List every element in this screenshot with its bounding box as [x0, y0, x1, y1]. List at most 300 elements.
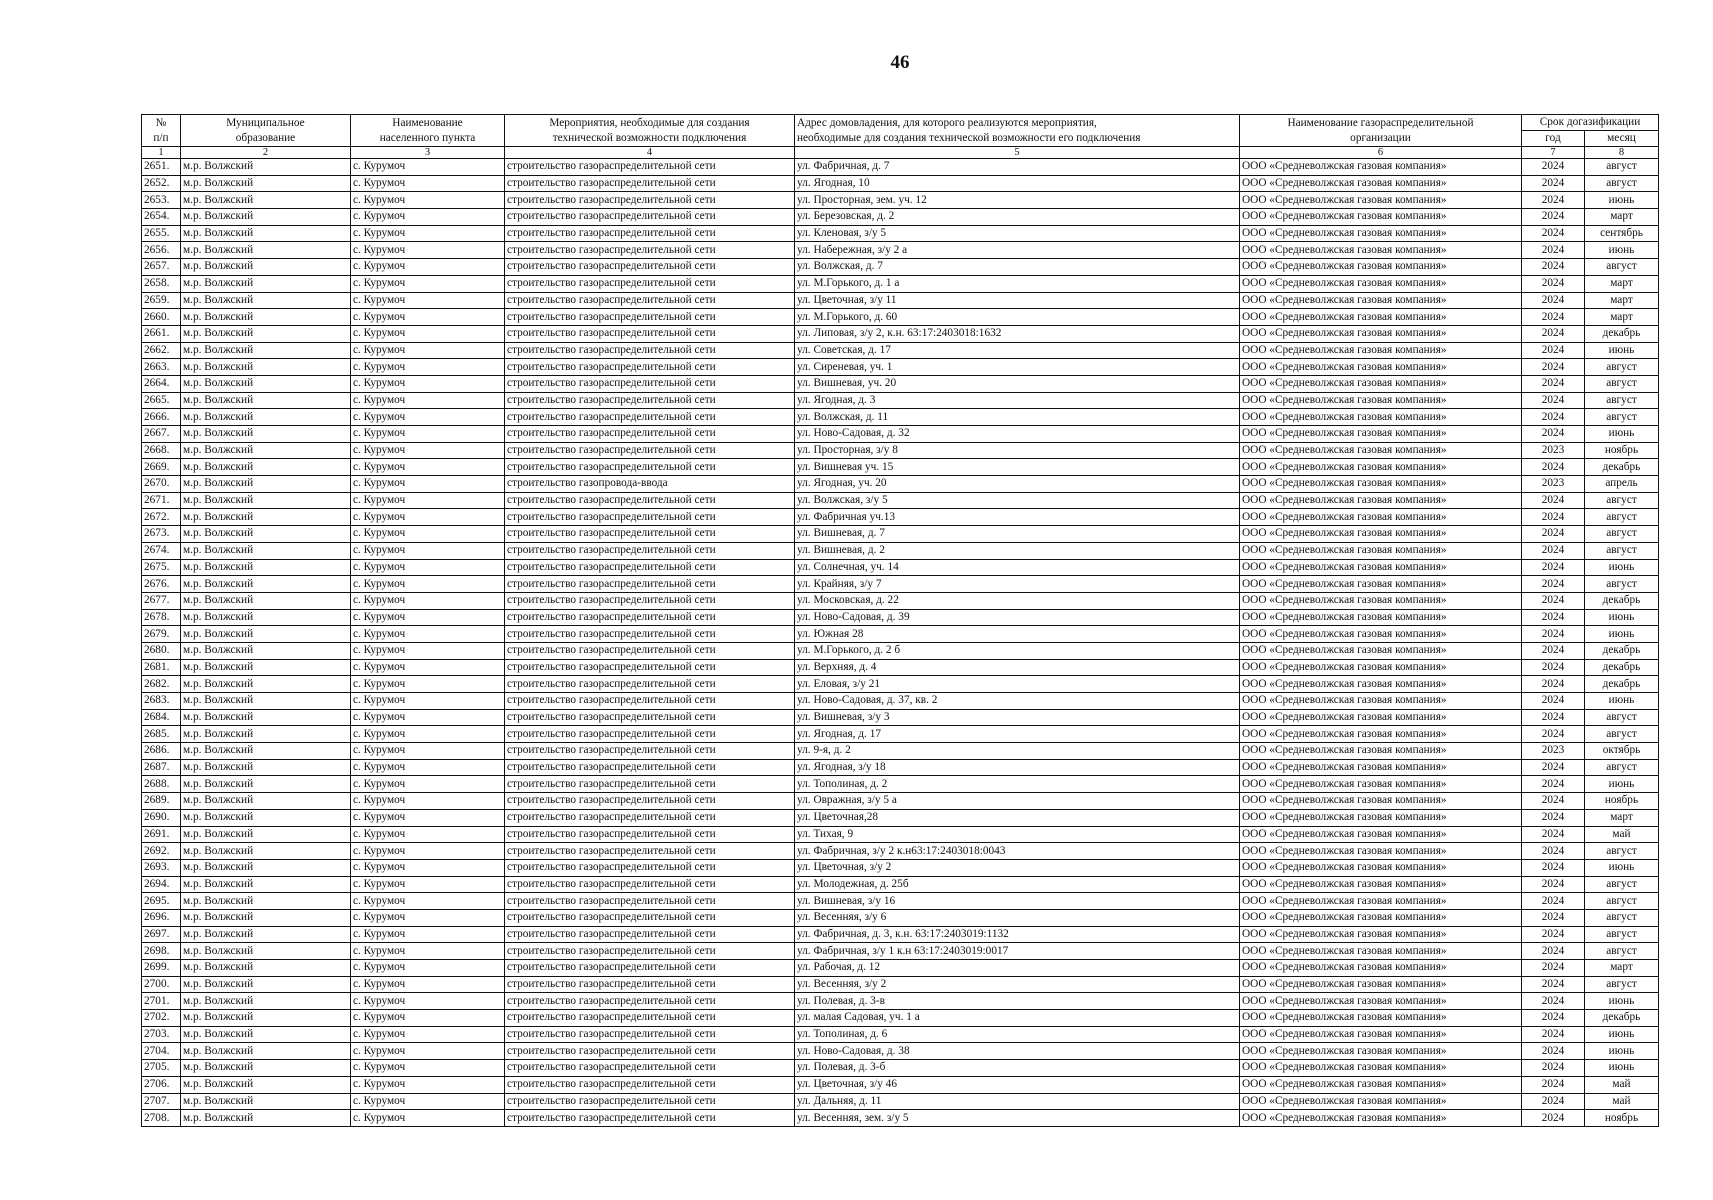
month-cell: август: [1585, 976, 1659, 993]
address-cell: ул. Вишневая уч. 15: [795, 459, 1240, 476]
year-cell: 2024: [1522, 776, 1585, 793]
organization-cell: ООО «Средневолжская газовая компания»: [1240, 242, 1522, 259]
measure-cell: строительство газораспределительной сети: [505, 943, 795, 960]
year-cell: 2024: [1522, 676, 1585, 693]
municipality-cell: м.р. Волжский: [181, 809, 351, 826]
organization-cell: ООО «Средневолжская газовая компания»: [1240, 576, 1522, 593]
organization-cell: ООО «Средневолжская газовая компания»: [1240, 976, 1522, 993]
settlement-cell: с. Курумоч: [351, 1010, 505, 1027]
settlement-cell: с. Курумоч: [351, 259, 505, 276]
row-number: 2700.: [142, 976, 181, 993]
address-cell: ул. Рабочая, д. 12: [795, 960, 1240, 977]
month-cell: август: [1585, 943, 1659, 960]
address-cell: ул. Московская, д. 22: [795, 592, 1240, 609]
address-cell: ул. Крайняя, з/у 7: [795, 576, 1240, 593]
organization-cell: ООО «Средневолжская газовая компания»: [1240, 259, 1522, 276]
settlement-cell: с. Курумоч: [351, 409, 505, 426]
municipality-cell: м.р. Волжский: [181, 876, 351, 893]
settlement-cell: с. Курумоч: [351, 976, 505, 993]
year-cell: 2024: [1522, 626, 1585, 643]
address-cell: ул. Верхняя, д. 4: [795, 659, 1240, 676]
year-cell: 2024: [1522, 559, 1585, 576]
table-row: [142, 392, 1659, 409]
year-cell: 2024: [1522, 726, 1585, 743]
organization-cell: ООО «Средневолжская газовая компания»: [1240, 559, 1522, 576]
table-row: [142, 192, 1659, 209]
table-row: [142, 893, 1659, 910]
address-cell: ул. Вишневая, уч. 20: [795, 375, 1240, 392]
month-cell: август: [1585, 175, 1659, 192]
month-cell: август: [1585, 709, 1659, 726]
table-row: [142, 626, 1659, 643]
table-row: [142, 442, 1659, 459]
row-number: 2699.: [142, 960, 181, 977]
month-cell: август: [1585, 509, 1659, 526]
row-number: 2705.: [142, 1060, 181, 1077]
measure-cell: строительство газораспределительной сети: [505, 259, 795, 276]
year-cell: 2024: [1522, 659, 1585, 676]
measure-cell: строительство газораспределительной сети: [505, 576, 795, 593]
measure-cell: строительство газораспределительной сети: [505, 409, 795, 426]
address-cell: ул. Фабричная, з/у 2 к.н63:17:2403018:0043: [795, 843, 1240, 860]
row-number: 2694.: [142, 876, 181, 893]
year-cell: 2024: [1522, 793, 1585, 810]
year-cell: 2024: [1522, 1043, 1585, 1060]
table-row: [142, 809, 1659, 826]
table-row: [142, 559, 1659, 576]
organization-cell: ООО «Средневолжская газовая компания»: [1240, 1043, 1522, 1060]
organization-cell: ООО «Средневолжская газовая компания»: [1240, 1026, 1522, 1043]
row-number: 2693.: [142, 859, 181, 876]
organization-cell: ООО «Средневолжская газовая компания»: [1240, 359, 1522, 376]
header-municipality: Муниципальное образование: [181, 115, 351, 147]
address-cell: ул. Вишневая, з/у 16: [795, 893, 1240, 910]
municipality-cell: м.р. Волжский: [181, 709, 351, 726]
measure-cell: строительство газораспределительной сети: [505, 442, 795, 459]
address-cell: ул. Волжская, д. 7: [795, 259, 1240, 276]
table-row: [142, 242, 1659, 259]
month-cell: июнь: [1585, 559, 1659, 576]
organization-cell: ООО «Средневолжская газовая компания»: [1240, 509, 1522, 526]
settlement-cell: с. Курумоч: [351, 592, 505, 609]
organization-cell: ООО «Средневолжская газовая компания»: [1240, 909, 1522, 926]
month-cell: август: [1585, 392, 1659, 409]
settlement-cell: с. Курумоч: [351, 559, 505, 576]
municipality-cell: м.р. Волжский: [181, 909, 351, 926]
address-cell: ул. Фабричная, д. 7: [795, 159, 1240, 176]
table-row: [142, 259, 1659, 276]
address-cell: ул. Березовская, д. 2: [795, 209, 1240, 226]
address-cell: ул. Весенняя, з/у 2: [795, 976, 1240, 993]
organization-cell: ООО «Средневолжская газовая компания»: [1240, 676, 1522, 693]
address-cell: ул. Овражная, з/у 5 а: [795, 793, 1240, 810]
municipality-cell: м.р. Волжский: [181, 1076, 351, 1093]
address-cell: ул. Тополиная, д. 2: [795, 776, 1240, 793]
organization-cell: ООО «Средневолжская газовая компания»: [1240, 626, 1522, 643]
year-cell: 2024: [1522, 309, 1585, 326]
month-cell: август: [1585, 893, 1659, 910]
year-cell: 2024: [1522, 1060, 1585, 1077]
row-number: 2685.: [142, 726, 181, 743]
municipality-cell: м.р. Волжский: [181, 275, 351, 292]
organization-cell: ООО «Средневолжская газовая компания»: [1240, 642, 1522, 659]
month-cell: август: [1585, 409, 1659, 426]
month-cell: июнь: [1585, 859, 1659, 876]
measure-cell: строительство газораспределительной сети: [505, 726, 795, 743]
header-settlement: Наименование населенного пункта: [351, 115, 505, 147]
row-number: 2689.: [142, 793, 181, 810]
measure-cell: строительство газораспределительной сети: [505, 209, 795, 226]
municipality-cell: м.р. Волжский: [181, 476, 351, 493]
address-cell: ул. Вишневая, д. 2: [795, 542, 1240, 559]
table-row: [142, 359, 1659, 376]
address-cell: ул. Тополиная, д. 6: [795, 1026, 1240, 1043]
address-cell: ул. Весенняя, з/у 6: [795, 909, 1240, 926]
row-number: 2657.: [142, 259, 181, 276]
municipality-cell: м.р. Волжский: [181, 209, 351, 226]
address-cell: ул. Еловая, з/у 21: [795, 676, 1240, 693]
address-cell: ул. Кленовая, з/у 5: [795, 225, 1240, 242]
municipality-cell: м.р. Волжский: [181, 1093, 351, 1110]
address-cell: ул. Полевая, д. 3-в: [795, 993, 1240, 1010]
measure-cell: строительство газораспределительной сети: [505, 709, 795, 726]
year-cell: 2024: [1522, 709, 1585, 726]
month-cell: август: [1585, 159, 1659, 176]
month-cell: март: [1585, 309, 1659, 326]
settlement-cell: с. Курумоч: [351, 943, 505, 960]
municipality-cell: м.р. Волжский: [181, 693, 351, 710]
month-cell: ноябрь: [1585, 442, 1659, 459]
row-number: 2696.: [142, 909, 181, 926]
table-row: [142, 375, 1659, 392]
measure-cell: строительство газораспределительной сети: [505, 592, 795, 609]
address-cell: ул. М.Горького, д. 1 а: [795, 275, 1240, 292]
municipality-cell: м.р. Волжский: [181, 960, 351, 977]
row-number: 2656.: [142, 242, 181, 259]
settlement-cell: с. Курумоч: [351, 926, 505, 943]
address-cell: ул. Набережная, з/у 2 а: [795, 242, 1240, 259]
organization-cell: ООО «Средневолжская газовая компания»: [1240, 309, 1522, 326]
measure-cell: строительство газораспределительной сети: [505, 759, 795, 776]
row-number: 2708.: [142, 1110, 181, 1127]
measure-cell: строительство газораспределительной сети: [505, 609, 795, 626]
settlement-cell: с. Курумоч: [351, 442, 505, 459]
month-cell: июнь: [1585, 1043, 1659, 1060]
settlement-cell: с. Курумоч: [351, 676, 505, 693]
settlement-cell: с. Курумоч: [351, 292, 505, 309]
month-cell: август: [1585, 759, 1659, 776]
organization-cell: ООО «Средневолжская газовая компания»: [1240, 542, 1522, 559]
row-number: 2677.: [142, 592, 181, 609]
column-number: 7: [1522, 147, 1585, 159]
measure-cell: строительство газораспределительной сети: [505, 926, 795, 943]
measure-cell: строительство газораспределительной сети: [505, 843, 795, 860]
row-number: 2683.: [142, 693, 181, 710]
settlement-cell: с. Курумоч: [351, 192, 505, 209]
settlement-cell: с. Курумоч: [351, 325, 505, 342]
column-numbers-row: [142, 147, 1659, 159]
month-cell: декабрь: [1585, 659, 1659, 676]
address-cell: ул. Цветочная, з/у 46: [795, 1076, 1240, 1093]
gasification-registry-table: [141, 114, 1659, 1127]
measure-cell: строительство газораспределительной сети: [505, 342, 795, 359]
municipality-cell: м.р. Волжский: [181, 976, 351, 993]
settlement-cell: с. Курумоч: [351, 893, 505, 910]
month-cell: ноябрь: [1585, 793, 1659, 810]
organization-cell: ООО «Средневолжская газовая компания»: [1240, 292, 1522, 309]
address-cell: ул. М.Горького, д. 2 б: [795, 642, 1240, 659]
month-cell: август: [1585, 359, 1659, 376]
month-cell: апрель: [1585, 476, 1659, 493]
settlement-cell: с. Курумоч: [351, 392, 505, 409]
measure-cell: строительство газораспределительной сети: [505, 325, 795, 342]
municipality-cell: м.р. Волжский: [181, 743, 351, 760]
row-number: 2680.: [142, 642, 181, 659]
year-cell: 2024: [1522, 1076, 1585, 1093]
month-cell: декабрь: [1585, 459, 1659, 476]
table-row: [142, 993, 1659, 1010]
measure-cell: строительство газораспределительной сети: [505, 559, 795, 576]
organization-cell: ООО «Средневолжская газовая компания»: [1240, 943, 1522, 960]
measure-cell: строительство газораспределительной сети: [505, 626, 795, 643]
year-cell: 2024: [1522, 893, 1585, 910]
measure-cell: строительство газораспределительной сети: [505, 275, 795, 292]
municipality-cell: м.р. Волжский: [181, 843, 351, 860]
month-cell: июнь: [1585, 1060, 1659, 1077]
measure-cell: строительство газораспределительной сети: [505, 492, 795, 509]
settlement-cell: с. Курумоч: [351, 175, 505, 192]
measure-cell: строительство газораспределительной сети: [505, 359, 795, 376]
table-row: [142, 459, 1659, 476]
settlement-cell: с. Курумоч: [351, 1043, 505, 1060]
organization-cell: ООО «Средневолжская газовая компания»: [1240, 926, 1522, 943]
municipality-cell: м.р. Волжский: [181, 542, 351, 559]
year-cell: 2024: [1522, 192, 1585, 209]
header-address: Адрес домовладения, для которого реализуются мероприятия, необходимые для создания технической возможности его подключения: [795, 115, 1240, 147]
measure-cell: строительство газораспределительной сети: [505, 225, 795, 242]
municipality-cell: м.р. Волжский: [181, 993, 351, 1010]
year-cell: 2024: [1522, 826, 1585, 843]
header-year: год: [1522, 131, 1585, 147]
row-number: 2706.: [142, 1076, 181, 1093]
month-cell: май: [1585, 1076, 1659, 1093]
row-number: 2687.: [142, 759, 181, 776]
year-cell: 2024: [1522, 426, 1585, 443]
table-row: [142, 526, 1659, 543]
municipality-cell: м.р. Волжский: [181, 776, 351, 793]
organization-cell: ООО «Средневолжская газовая компания»: [1240, 375, 1522, 392]
organization-cell: ООО «Средневолжская газовая компания»: [1240, 1110, 1522, 1127]
settlement-cell: с. Курумоч: [351, 642, 505, 659]
organization-cell: ООО «Средневолжская газовая компания»: [1240, 159, 1522, 176]
address-cell: ул. Фабричная уч.13: [795, 509, 1240, 526]
settlement-cell: с. Курумоч: [351, 809, 505, 826]
municipality-cell: м.р. Волжский: [181, 1043, 351, 1060]
settlement-cell: с. Курумоч: [351, 1026, 505, 1043]
column-number: 2: [181, 147, 351, 159]
settlement-cell: с. Курумоч: [351, 709, 505, 726]
month-cell: август: [1585, 926, 1659, 943]
organization-cell: ООО «Средневолжская газовая компания»: [1240, 759, 1522, 776]
table-row: [142, 342, 1659, 359]
table-row: [142, 1026, 1659, 1043]
settlement-cell: с. Курумоч: [351, 459, 505, 476]
table-row: [142, 826, 1659, 843]
municipality-cell: м.р. Волжский: [181, 375, 351, 392]
row-number: 2658.: [142, 275, 181, 292]
table-row: [142, 726, 1659, 743]
address-cell: ул. малая Садовая, уч. 1 а: [795, 1010, 1240, 1027]
month-cell: май: [1585, 1093, 1659, 1110]
row-number: 2662.: [142, 342, 181, 359]
month-cell: март: [1585, 809, 1659, 826]
settlement-cell: с. Курумоч: [351, 960, 505, 977]
measure-cell: строительство газопровода-ввода: [505, 476, 795, 493]
organization-cell: ООО «Средневолжская газовая компания»: [1240, 476, 1522, 493]
table-row: [142, 859, 1659, 876]
row-number: 2671.: [142, 492, 181, 509]
municipality-cell: м.р. Волжский: [181, 509, 351, 526]
month-cell: декабрь: [1585, 642, 1659, 659]
address-cell: ул. Просторная, зем. уч. 12: [795, 192, 1240, 209]
organization-cell: ООО «Средневолжская газовая компания»: [1240, 225, 1522, 242]
year-cell: 2024: [1522, 459, 1585, 476]
row-number: 2654.: [142, 209, 181, 226]
address-cell: ул. Цветочная, з/у 2: [795, 859, 1240, 876]
organization-cell: ООО «Средневолжская газовая компания»: [1240, 175, 1522, 192]
row-number: 2652.: [142, 175, 181, 192]
year-cell: 2024: [1522, 1093, 1585, 1110]
address-cell: ул. Ягодная, з/у 18: [795, 759, 1240, 776]
settlement-cell: с. Курумоч: [351, 275, 505, 292]
table-row: [142, 843, 1659, 860]
table-row: [142, 476, 1659, 493]
year-cell: 2024: [1522, 759, 1585, 776]
settlement-cell: с. Курумоч: [351, 576, 505, 593]
year-cell: 2024: [1522, 642, 1585, 659]
year-cell: 2024: [1522, 225, 1585, 242]
year-cell: 2024: [1522, 275, 1585, 292]
organization-cell: ООО «Средневолжская газовая компания»: [1240, 726, 1522, 743]
column-number: 5: [795, 147, 1240, 159]
row-number: 2655.: [142, 225, 181, 242]
month-cell: июнь: [1585, 693, 1659, 710]
year-cell: 2024: [1522, 375, 1585, 392]
year-cell: 2024: [1522, 175, 1585, 192]
year-cell: 2024: [1522, 509, 1585, 526]
page-number: 46: [890, 52, 910, 73]
municipality-cell: м.р. Волжский: [181, 943, 351, 960]
measure-cell: строительство газораспределительной сети: [505, 859, 795, 876]
settlement-cell: с. Курумоч: [351, 826, 505, 843]
address-cell: ул. Сиреневая, уч. 1: [795, 359, 1240, 376]
address-cell: ул. Ново-Садовая, д. 37, кв. 2: [795, 693, 1240, 710]
settlement-cell: с. Курумоч: [351, 743, 505, 760]
month-cell: август: [1585, 876, 1659, 893]
month-cell: декабрь: [1585, 676, 1659, 693]
settlement-cell: с. Курумоч: [351, 426, 505, 443]
table-row: [142, 409, 1659, 426]
organization-cell: ООО «Средневолжская газовая компания»: [1240, 876, 1522, 893]
table-row: [142, 676, 1659, 693]
measure-cell: строительство газораспределительной сети: [505, 1060, 795, 1077]
measure-cell: строительство газораспределительной сети: [505, 826, 795, 843]
organization-cell: ООО «Средневолжская газовая компания»: [1240, 709, 1522, 726]
month-cell: декабрь: [1585, 325, 1659, 342]
row-number: 2675.: [142, 559, 181, 576]
address-cell: ул. Полевая, д. 3-б: [795, 1060, 1240, 1077]
table-row: [142, 1060, 1659, 1077]
municipality-cell: м.р. Волжский: [181, 492, 351, 509]
table-row: [142, 175, 1659, 192]
measure-cell: строительство газораспределительной сети: [505, 776, 795, 793]
month-cell: июнь: [1585, 1026, 1659, 1043]
settlement-cell: с. Курумоч: [351, 659, 505, 676]
address-cell: ул. Цветочная, з/у 11: [795, 292, 1240, 309]
row-number: 2663.: [142, 359, 181, 376]
table-row: [142, 1076, 1659, 1093]
municipality-cell: м.р. Волжский: [181, 676, 351, 693]
settlement-cell: с. Курумоч: [351, 1076, 505, 1093]
municipality-cell: м.р. Волжский: [181, 409, 351, 426]
organization-cell: ООО «Средневолжская газовая компания»: [1240, 1093, 1522, 1110]
organization-cell: ООО «Средневолжская газовая компания»: [1240, 592, 1522, 609]
year-cell: 2024: [1522, 392, 1585, 409]
row-number: 2690.: [142, 809, 181, 826]
row-number: 2676.: [142, 576, 181, 593]
address-cell: ул. Вишневая, з/у 3: [795, 709, 1240, 726]
municipality-cell: м.р. Волжский: [181, 175, 351, 192]
measure-cell: строительство газораспределительной сети: [505, 1026, 795, 1043]
municipality-cell: м.р. Волжский: [181, 426, 351, 443]
address-cell: ул. Ягодная, д. 3: [795, 392, 1240, 409]
address-cell: ул. Вишневая, д. 7: [795, 526, 1240, 543]
organization-cell: ООО «Средневолжская газовая компания»: [1240, 1076, 1522, 1093]
address-cell: ул. Тихая, 9: [795, 826, 1240, 843]
row-number: 2679.: [142, 626, 181, 643]
municipality-cell: м.р. Волжский: [181, 292, 351, 309]
year-cell: 2024: [1522, 542, 1585, 559]
row-number: 2661.: [142, 325, 181, 342]
year-cell: 2024: [1522, 209, 1585, 226]
table-row: [142, 793, 1659, 810]
month-cell: август: [1585, 542, 1659, 559]
year-cell: 2024: [1522, 325, 1585, 342]
row-number: 2702.: [142, 1010, 181, 1027]
measure-cell: строительство газораспределительной сети: [505, 993, 795, 1010]
month-cell: июнь: [1585, 192, 1659, 209]
month-cell: октябрь: [1585, 743, 1659, 760]
row-number: 2682.: [142, 676, 181, 693]
year-cell: 2024: [1522, 1010, 1585, 1027]
row-number: 2701.: [142, 993, 181, 1010]
organization-cell: ООО «Средневолжская газовая компания»: [1240, 492, 1522, 509]
municipality-cell: м.р. Волжский: [181, 859, 351, 876]
row-number: 2704.: [142, 1043, 181, 1060]
year-cell: 2024: [1522, 609, 1585, 626]
year-cell: 2024: [1522, 843, 1585, 860]
year-cell: 2023: [1522, 743, 1585, 760]
organization-cell: ООО «Средневолжская газовая компания»: [1240, 192, 1522, 209]
month-cell: август: [1585, 492, 1659, 509]
municipality-cell: м.р. Волжский: [181, 726, 351, 743]
table-row: [142, 592, 1659, 609]
address-cell: ул. Фабричная, д. 3, к.н. 63:17:2403019:1132: [795, 926, 1240, 943]
row-number: 2691.: [142, 826, 181, 843]
measure-cell: строительство газораспределительной сети: [505, 1076, 795, 1093]
settlement-cell: с. Курумоч: [351, 993, 505, 1010]
row-number: 2707.: [142, 1093, 181, 1110]
